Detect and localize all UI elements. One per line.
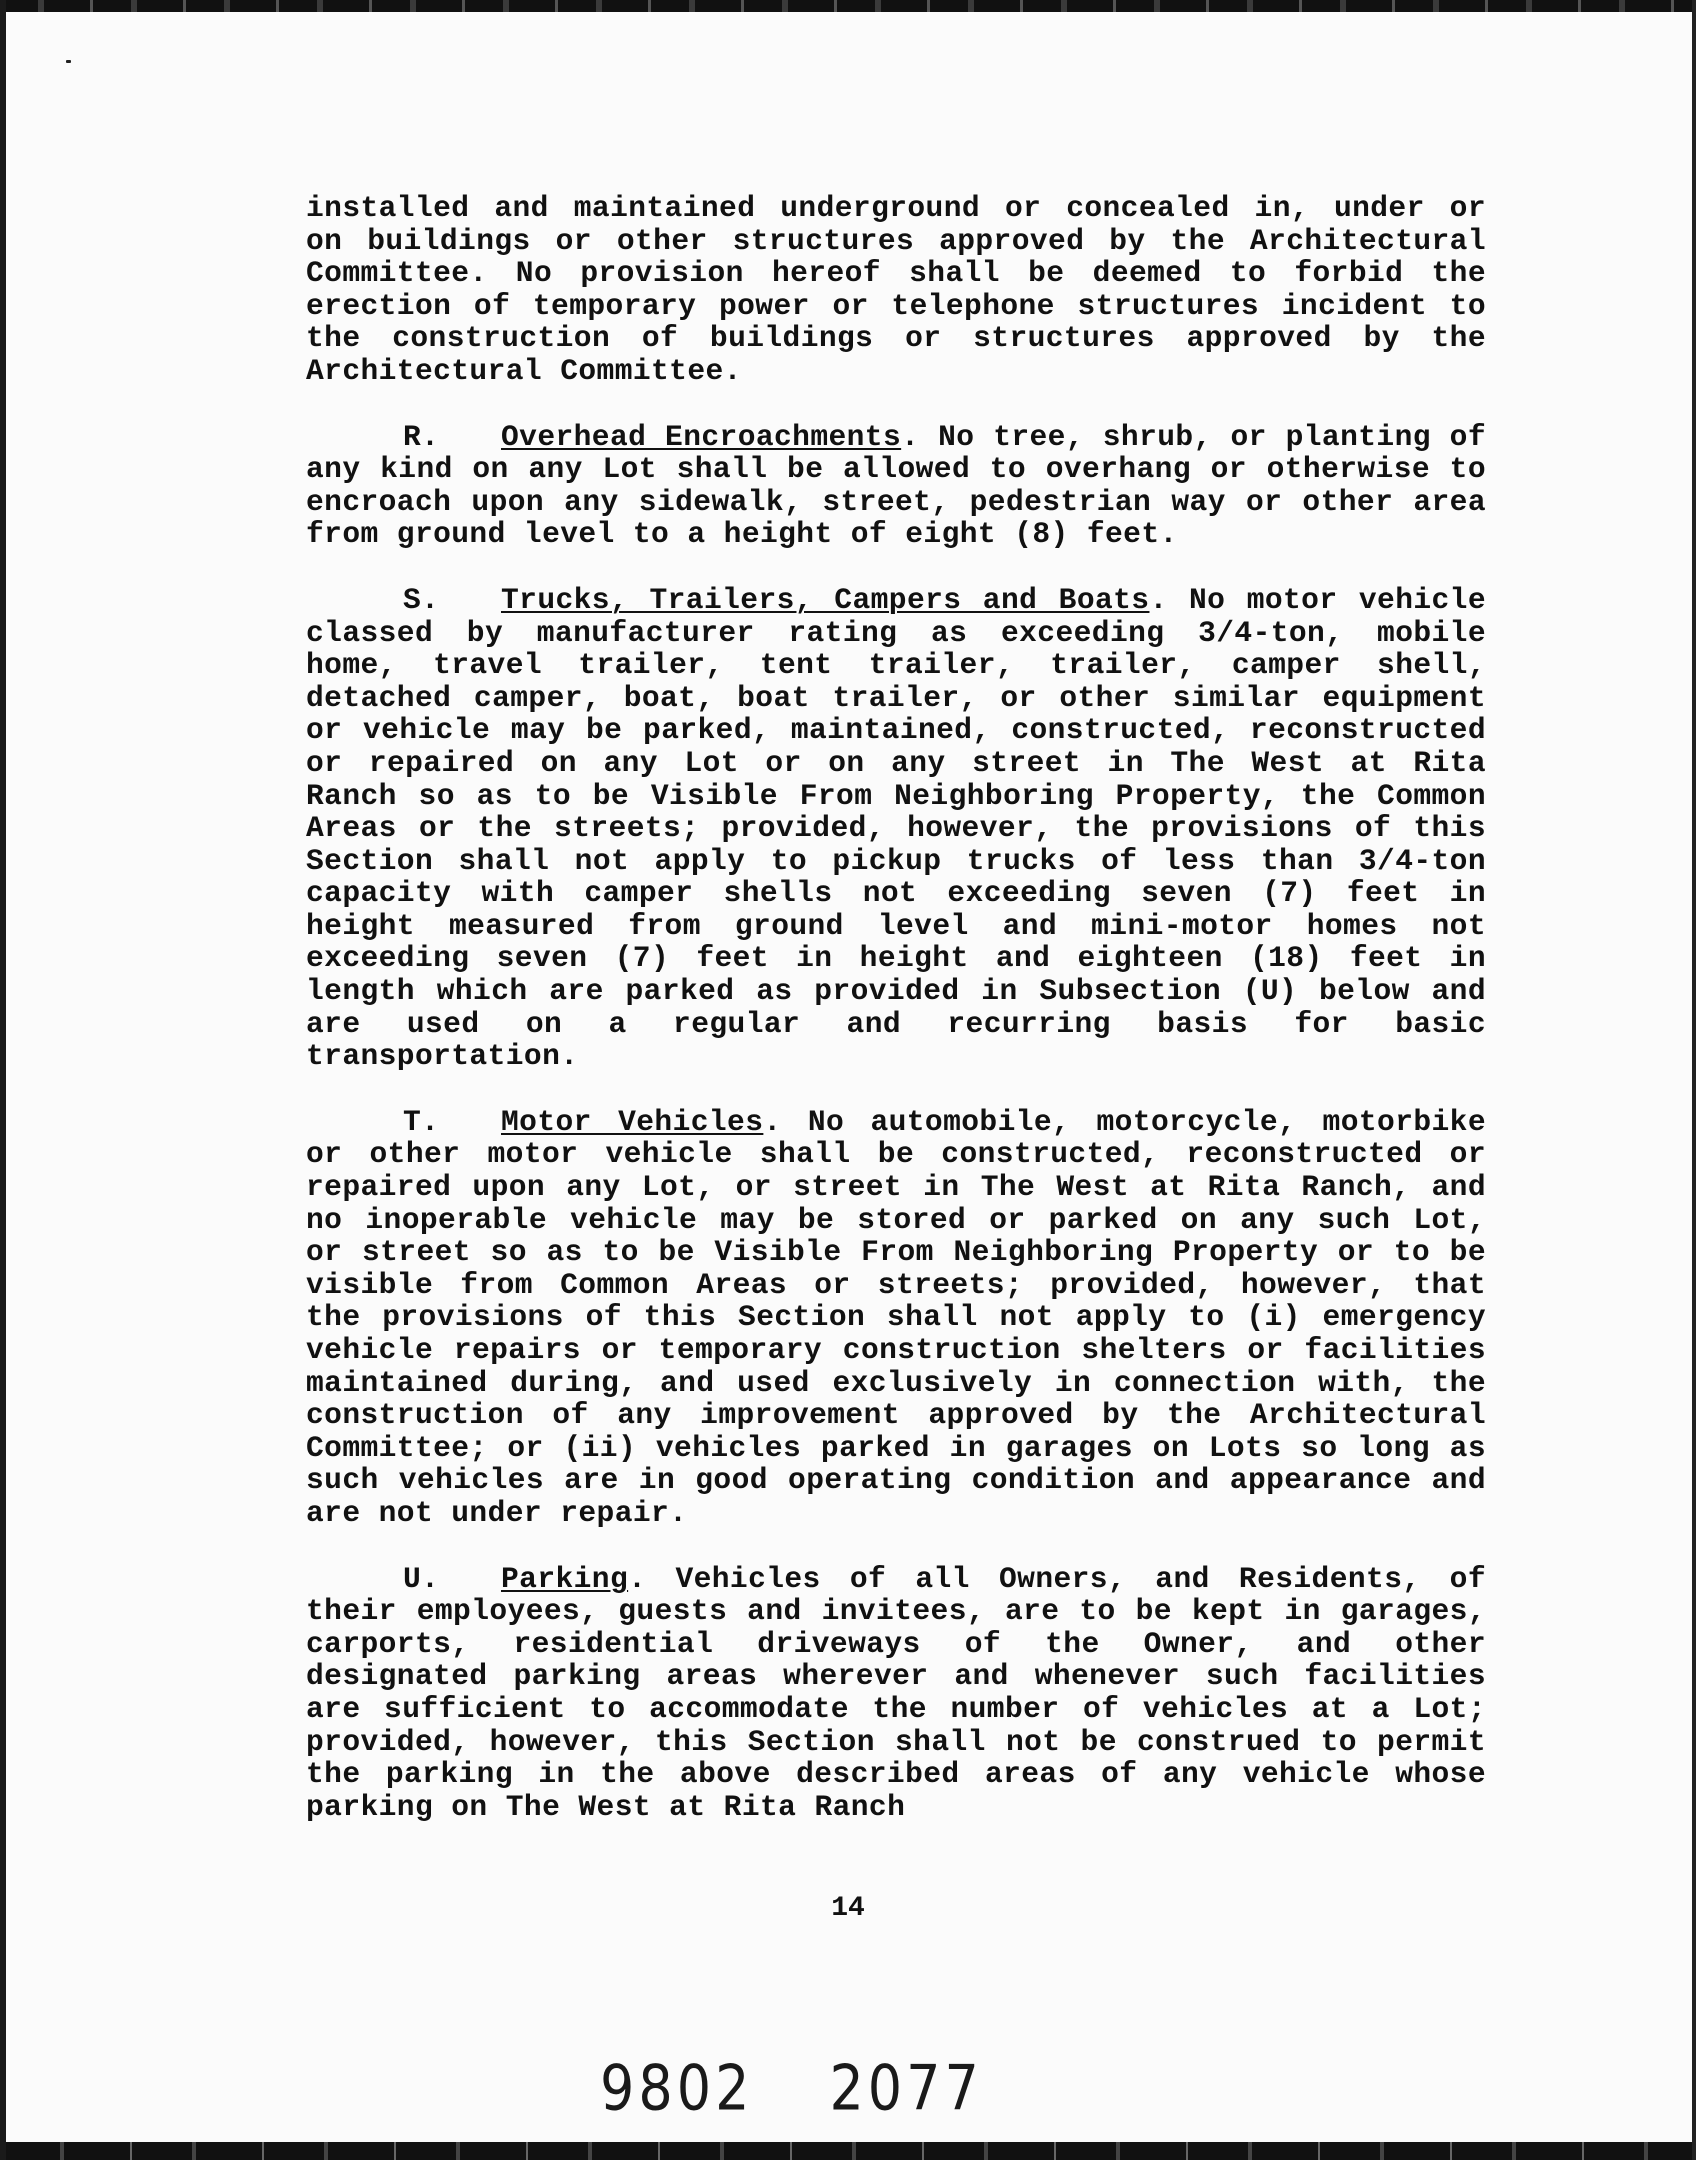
scan-border-right [1692,0,1696,2160]
section-letter: T. [403,1104,440,1139]
section-r [306,421,1486,551]
section-letter: U. [403,1561,440,1596]
recording-stamp [600,2052,983,2124]
section-heading: Parking [501,1561,629,1596]
scan-border-left [0,0,6,2160]
document-body [306,192,1486,1856]
page-number: 14 [831,1893,865,1924]
scan-speck [66,60,71,63]
scan-border-top [0,0,1696,12]
section-s [306,584,1486,1073]
stamp-book-number: 9802 [600,2052,754,2125]
section-heading: Motor Vehicles [501,1104,764,1139]
section-text: . Vehicles of all Owners, and Residents, of their employees, guests and invitees, are to be kept in garages, carports, residential driveways of the Owner, and other designated parking areas wherever and whenever such facilities are sufficient to accommodate the number of vehicles at a Lot; provided, however, this Section shall not be construed to permit the parking in the above described areas of any vehicle whose parking on The West at Rita Ranch [306,1561,1486,1824]
section-u [306,1563,1486,1824]
section-t [306,1106,1486,1530]
opening-paragraph: installed and maintained underground or concealed in, under or on buildings or other structures approved by the Architectural Committee. No provision hereof shall be deemed to forbid the erection of temporary power or telephone structures incident to the construction of buildings or structures approved by the Architectural Committee. [306,191,1486,388]
section-text: . No automobile, motorcycle, motorbike or other motor vehicle shall be constructed, reconstructed or repaired upon any Lot, or street in The West at Rita Ranch, and no inoperable vehicle may be stored or parked on any such Lot, or street so as to be Visible From Neighboring Property or to be visible from Common Areas or streets; provided, however, that the provisions of this Section shall not apply to (i) emergency vehicle repairs or temporary construction shelters or facilities maintained during, and used exclusively in connection with, the construction of any improvement approved by the Architectural Committee; or (ii) vehicles parked in garages on Lots so long as such vehicles are in good operating condition and appearance and are not under repair. [306,1104,1486,1530]
scan-border-bottom [0,2142,1696,2160]
stamp-page-number: 2077 [829,2052,983,2125]
section-text: . No tree, shrub, or planting of any kind on any Lot shall be allowed to overhang or otherwise to encroach upon any sidewalk, street, pedestrian way or other area from ground level to a height of eight (8) feet. [306,419,1486,552]
section-letter: S. [403,582,440,617]
section-text: . No motor vehicle classed by manufacturer rating as exceeding 3/4-ton, mobile home, travel trailer, tent trailer, trailer, camper shell, detached camper, boat, boat trailer, or other similar equipment or vehicle may be parked, maintained, constructed, reconstructed or repaired on any Lot or on any street in The West at Rita Ranch so as to be Visible From Neighboring Property, the Common Areas or the streets; provided, however, the provisions of this Section shall not apply to pickup trucks of less than 3/4-ton capacity with camper shells not exceeding seven (7) feet in height measured from ground level and mini-motor homes not exceeding seven (7) feet in height and eighteen (18) feet in length which are parked as provided in Subsection (U) below and are used on a regular and recurring basis for basic transportation. [306,582,1486,1074]
section-heading: Overhead Encroachments [501,419,902,454]
section-heading: Trucks, Trailers, Campers and Boats [501,582,1150,617]
section-letter: R. [403,419,440,454]
